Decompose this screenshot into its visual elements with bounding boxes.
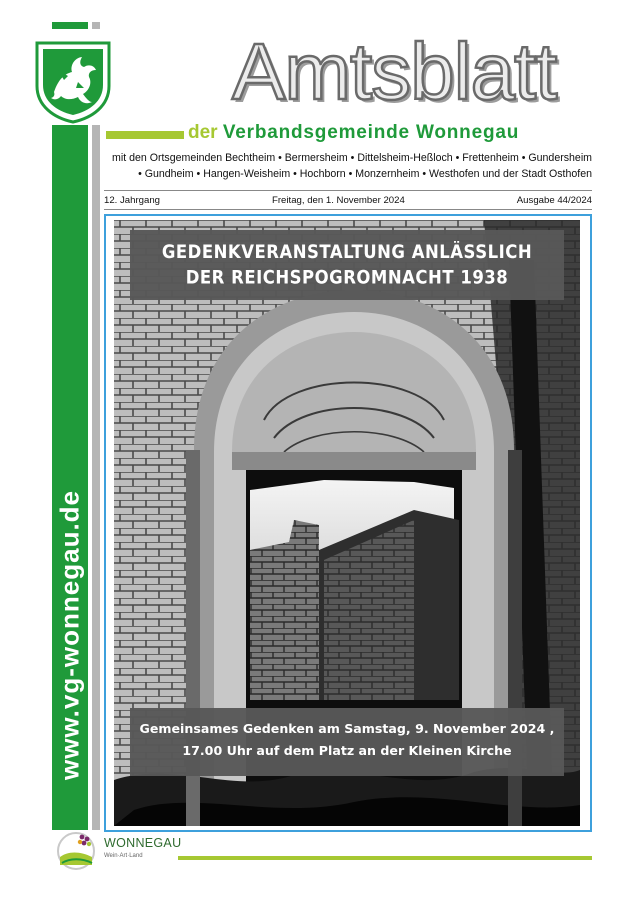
issue-meta-row (104, 195, 592, 206)
title-accent-bar (106, 131, 184, 139)
divider-bottom (104, 209, 592, 210)
municipalities-line-2: • Gundheim • Hangen-Weisheim • Hochborn • Monzernheim • Westhofen und der Stadt Osthofen (138, 168, 592, 180)
headline-line-2: DER REICHSPOGROMNACHT 1938 (185, 266, 509, 289)
website-url[interactable]: www.vg-wonnegau.de (54, 489, 85, 781)
municipalities-line-1: mit den Ortsgemeinden Bechtheim • Bermersheim • Dittelsheim-Heßloch • Frettenheim • Gundersheim (112, 152, 592, 164)
spine-top-accent-gray (92, 22, 100, 29)
subtitle-prefix: der (188, 122, 218, 143)
subtitle-main: Verbandsgemeinde Wonnegau (222, 122, 520, 143)
memorial-poster (114, 220, 580, 826)
headline-line-1: GEDENKVERANSTALTUNG ANLÄSSLICH (161, 241, 533, 263)
subtitle (188, 122, 519, 144)
issue-volume: 12. Jahrgang (104, 195, 161, 206)
event-banner (130, 708, 564, 776)
coat-of-arms-icon (34, 40, 112, 124)
footer-tagline: Wein·Art·Land (104, 853, 143, 859)
footer-brand: WONNEGAU (104, 836, 182, 850)
event-line-2: 17.00 Uhr auf dem Platz an der Kleinen Kirche (182, 743, 512, 758)
wonnegau-logo-icon (52, 827, 102, 871)
municipalities-list (104, 150, 592, 182)
event-line-1: Gemeinsames Gedenken am Samstag, 9. November 2024 , (139, 721, 555, 736)
footer-accent-bar (178, 856, 592, 860)
issue-edition: Ausgabe 44/2024 (516, 195, 592, 206)
publication-title: Amtsblatt (232, 27, 557, 116)
headline-banner (130, 230, 564, 300)
issue-date: Freitag, den 1. November 2024 (272, 195, 405, 206)
spine-top-accent (52, 22, 88, 29)
divider-top (104, 190, 592, 191)
gray-spine (92, 125, 100, 830)
